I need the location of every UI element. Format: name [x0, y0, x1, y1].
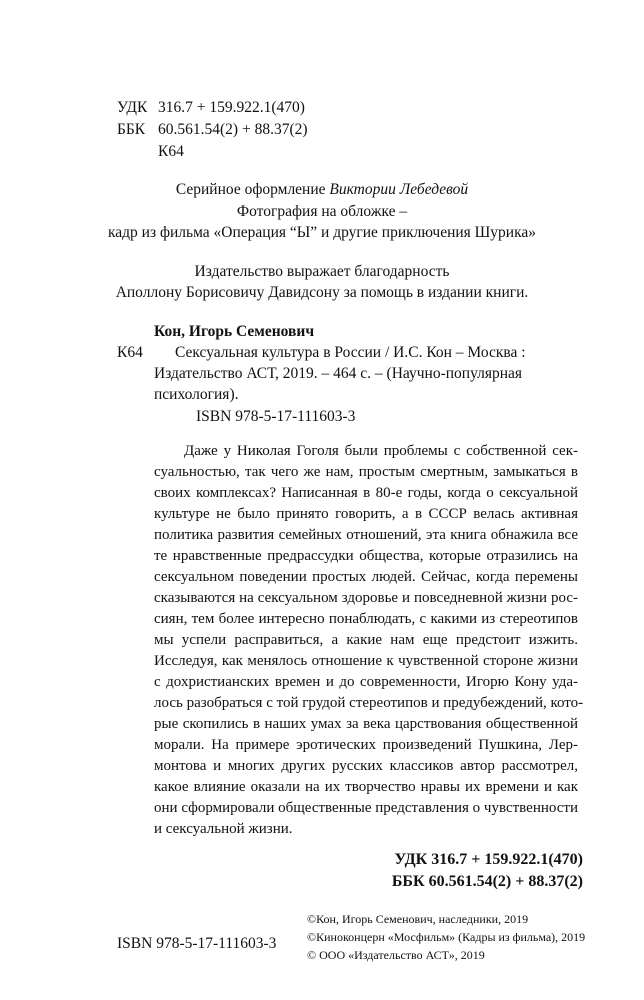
annotation-line: культуре не было принято говорить, а в СССР велась активная	[154, 506, 578, 522]
author-mark-top: К64	[158, 143, 184, 160]
annotation-line: лось разобраться с той грудой стереотипов и предубеждений, кото-	[154, 695, 584, 711]
bibliography-line-3: психология).	[154, 386, 239, 403]
annotation-line: рые скопились в наших умах за века царствования общественной	[154, 716, 578, 732]
design-credit	[0, 180, 644, 200]
annotation-line: политика развития семейных отношений, эта книга обнажила все	[154, 527, 578, 543]
copyright-line-2: ©Киноконцерн «Мосфильм» (Кадры из фильма), 2019	[307, 930, 586, 944]
bbk-label: ББК	[117, 121, 146, 138]
annotation-line: Исследуя, как менялось отношение к чувственной стороне жизни	[154, 653, 578, 669]
cover-frame-line: кадр из фильма «Операция “Ы” и другие приключения Шурика»	[107, 224, 537, 241]
bibliography-line-2: Издательство АСТ, 2019. – 464 с. – (Научно-популярная	[154, 365, 523, 382]
bibliography-isbn: ISBN 978-5-17-111603-3	[196, 408, 356, 425]
annotation-line: сиян, тем более интересно понаблюдать, с какими из стереотипов	[154, 611, 578, 627]
copyright-line-1: ©Кон, Игорь Семенович, наследники, 2019	[307, 912, 529, 926]
designer-name: Виктории Лебедевой	[329, 181, 469, 198]
annotation-line: сексуальном поведении простых людей. Сейчас, когда перемены	[154, 569, 578, 585]
annotation-line: и сексуальной жизни.	[154, 821, 293, 837]
bbk-bottom: ББК 60.561.54(2) + 88.37(2)	[391, 873, 583, 890]
copyright-line-3: © ООО «Издательство АСТ», 2019	[307, 948, 485, 962]
annotation-line: Даже у Николая Гоголя были проблемы с собственной сек-	[184, 443, 578, 459]
bibliography-line-1: Сексуальная культура в России / И.С. Кон – Москва :	[175, 344, 526, 361]
bibliography-mark: К64	[117, 344, 143, 361]
annotation-line: морали. На примере эротических произведений Пушкина, Лер-	[154, 737, 578, 753]
bbk-value: 60.561.54(2) + 88.37(2)	[158, 121, 308, 138]
annotation-line: монтова и многих других русских классиков автор рассмотрел,	[154, 758, 578, 774]
udk-label: УДК	[117, 99, 148, 116]
annotation-line: какое влияние оказали на их творчество нравы их времени и как	[154, 779, 578, 795]
annotation-line: своих комплексах? Написанная в 80-е годы, когда о сексуальной	[154, 485, 578, 501]
bibliography-author: Кон, Игорь Семенович	[154, 323, 315, 340]
cover-photo-line: Фотография на обложке –	[236, 203, 408, 220]
udk-value: 316.7 + 159.922.1(470)	[158, 99, 305, 116]
acknowledgement-line-1: Издательство выражает благодарность	[194, 263, 450, 280]
annotation-line: суальностью, так чего же нам, простым смертным, замыкаться в	[154, 464, 578, 480]
annotation-line: сказываются на сексуальном здоровье и повседневной жизни рос-	[154, 590, 578, 606]
annotation-line: с дохристианских времен и до современности, Игорю Кону уда-	[154, 674, 578, 690]
annotation-line: мы успели расправиться, а какие нам еще предстоит изжить.	[154, 632, 578, 648]
annotation-line: те нравственные предрассудки общества, которые отразились на	[154, 548, 578, 564]
acknowledgement-line-2: Аполлону Борисовичу Давидсону за помощь в издании книги.	[115, 284, 529, 301]
design-prefix: Серийное оформление	[175, 181, 330, 198]
isbn-bottom: ISBN 978-5-17-111603-3	[117, 935, 277, 952]
udk-bottom: УДК 316.7 + 159.922.1(470)	[394, 851, 583, 868]
annotation-line: они сформировали общественные представления о чувственности	[154, 800, 578, 816]
